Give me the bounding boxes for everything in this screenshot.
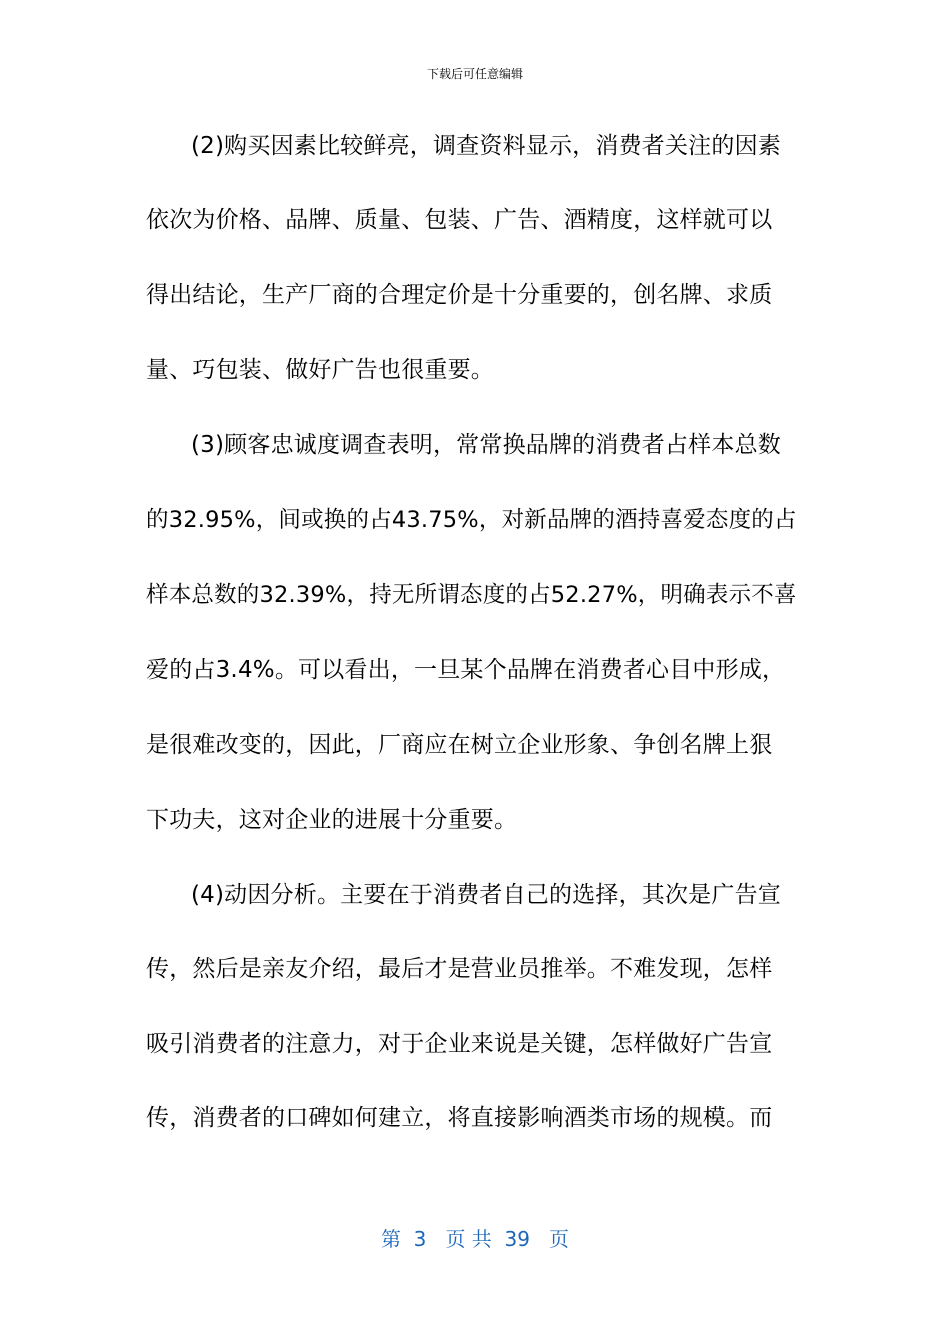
paragraph-line: 的32.95%，间或换的占43.75%，对新品牌的酒持喜爱态度的占 — [146, 507, 797, 533]
paragraph-line: 样本总数的32.39%，持无所谓态度的占52.27%，明确表示不喜 — [146, 582, 797, 608]
paragraph-line: 传，消费者的口碑如何建立，将直接影响酒类市场的规模。而 — [146, 1105, 773, 1131]
paragraph-line: (2)购买因素比较鲜亮，调查资料显示，消费者关注的因素 — [191, 133, 781, 159]
paragraph-line: (3)顾客忠诚度调查表明，常常换品牌的消费者占样本总数 — [191, 432, 781, 458]
page-footer — [0, 1226, 950, 1252]
page-header: 下载后可任意编辑 — [426, 67, 523, 81]
page-number: 第 3 页 共 39 页 — [380, 1227, 570, 1251]
paragraph-line: 是很难改变的，因此，厂商应在树立企业形象、争创名牌上狠 — [146, 732, 773, 758]
paragraph-line: 吸引消费者的注意力，对于企业来说是关键，怎样做好广告宣 — [146, 1031, 773, 1057]
paragraph-line: 下功夫，这对企业的进展十分重要。 — [146, 807, 518, 833]
paragraph-line: 爱的占3.4%。可以看出，一旦某个品牌在消费者心目中形成， — [146, 657, 786, 683]
paragraph-line: (4)动因分析。主要在于消费者自己的选择，其次是广告宣 — [191, 882, 781, 908]
paragraph-line: 传，然后是亲友介绍，最后才是营业员推举。不难发现，怎样 — [146, 956, 773, 982]
paragraph-line: 依次为价格、品牌、质量、包装、广告、酒精度，这样就可以 — [146, 207, 773, 233]
paragraph-line: 得出结论，生产厂商的合理定价是十分重要的，创名牌、求质 — [146, 282, 773, 308]
paragraph-line: 量、巧包装、做好广告也很重要。 — [146, 357, 494, 383]
